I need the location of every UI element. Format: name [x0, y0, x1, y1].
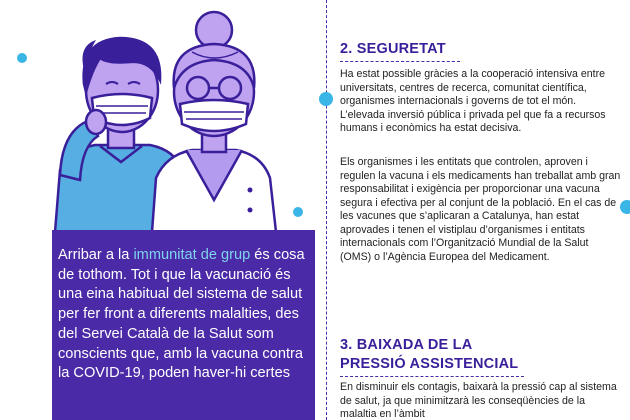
masked-people-icon — [0, 0, 315, 232]
section-3-underline — [340, 376, 524, 377]
quote-text-part2: és cosa de tothom. Tot i que la vacunació és una eina habitual del sistema de salut per fer front a diferents malalties, des del Servei Català de la Salut som conscients que, amb la vacuna contra la COVID-19, poden haver-hi certes — [58, 247, 305, 382]
illustration-people-with-masks — [0, 0, 315, 232]
section-3-title-line-2: PRESSIÓ ASSISTENCIAL — [340, 356, 519, 372]
quote-text-part1: Arribar a la — [58, 247, 134, 263]
section-2-paragraph-2: Els organismes i les entitats que controlen, aproven i regulen la vacuna i els medicaments han treballat amb gran responsabilitat i exigència per proporcionar una vacuna segura i efectiva per al conjunt de la població. En el cas de les vacunes que s’aplicaran a Catalunya, han estat aprovades i tenen el vistiplau d’organismes i entitats internacionals com l’Organització Mundial de la Salut (OMS) o l’Agència Europea del Medicament. — [340, 156, 621, 263]
quote-panel — [52, 230, 315, 420]
quote-text — [58, 246, 310, 384]
section-3-paragraph-1: En disminuir els contagis, baixarà la pressió cap al sistema de salut, ja que minimitzarà les conseqüències de la malaltia en l’àmbit — [340, 381, 617, 420]
right-column — [329, 0, 630, 420]
section-3-title-line-1: 3. BAIXADA DE LA — [340, 337, 473, 353]
quote-highlight: immunitat de grup — [133, 247, 251, 263]
section-2-title: 2. SEGURETAT — [340, 41, 446, 57]
column-divider — [326, 0, 327, 420]
section-2-paragraph-1: Ha estat possible gràcies a la cooperació intensiva entre universitats, centres de recerca, comunitat científica, organismes internacionals i governs de tot el món. L’elevada inversió pública i privada pel que fa a recursos humans i econòmics ha estat decisiva. — [340, 68, 606, 134]
section-2-underline — [340, 61, 460, 62]
